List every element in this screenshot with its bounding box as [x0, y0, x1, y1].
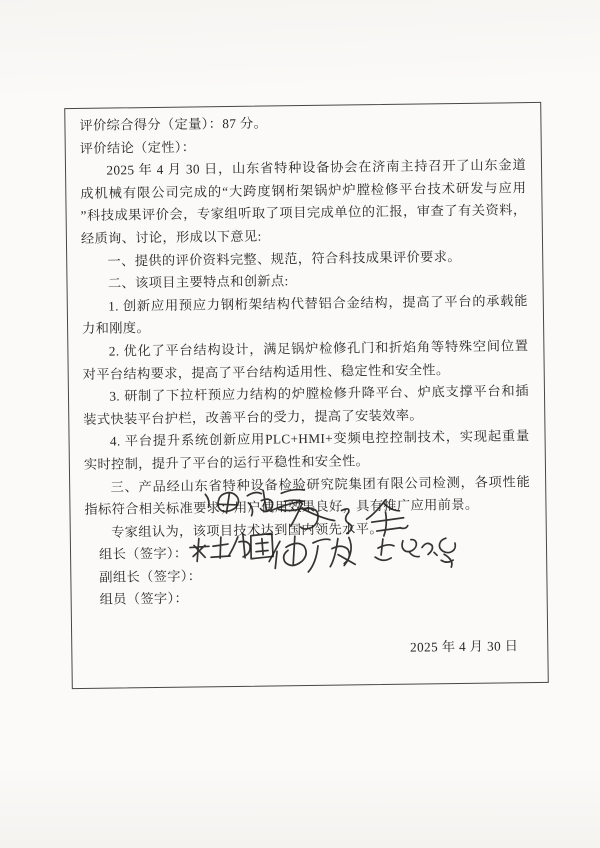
paragraph-innovation-3: 3. 研制了下拉杆预应力结构的炉膛检修升降平台、炉底支撑平台和插装式快装平台护栏，改善平台的受力，提高了安装效率。	[83, 383, 530, 427]
members-signature-label: 组员（签字）：	[99, 591, 189, 608]
paragraph-innovation-1: 1. 创新应用预应力钢桁架结构代替铝合金结构，提高了平台的承载能力和刚度。	[82, 292, 528, 337]
paragraph-intro: 2025 年 4 月 30 日，山东省特种设备协会在济南主持召开了山东金道成机械有限公司完成的“大跨度钢桁架锅炉炉膛检修平台技术研发与应用 ”科技成果评价会，专家组听取了项目完成单位的汇报，审查了有关资料，经质询、讨论，形成以下意见:	[80, 157, 527, 246]
signature-row-members	[86, 584, 532, 612]
score-line: 评价综合得分（定量）：87 分。	[79, 115, 268, 133]
paragraph-innovation-4: 4. 平台提升系统创新应用PLC+HMI+变频电控控制技术，实现起重量实时控制，提升了平台的运行平稳性和安全性。	[83, 428, 530, 472]
evaluation-date: 2025 年 4 月 30 日	[410, 638, 519, 655]
paragraph-point-3: 三、产品经山东省特种设备检验研究院集团有限公司检测，各项性能指标符合相关标准要求；用户使用效果良好，具有推广应用前景。	[84, 473, 531, 518]
evaluation-content	[65, 103, 547, 664]
leader-signature-label: 组长（签字）：	[98, 545, 188, 563]
evaluation-table-cell	[64, 102, 549, 689]
paragraph-point-1: 一、提供的评价资料完整、规范，符合科技成果评价要求。	[107, 248, 461, 269]
conclusion-heading: 评价结论（定性）：	[79, 139, 196, 156]
paragraph-verdict: 专家组认为，该项目技术达到国内领先水平。	[111, 520, 383, 540]
paragraph-point-2: 二、该项目主要特点和创新点:	[107, 273, 289, 291]
paragraph-innovation-2: 2. 优化了平台结构设计，满足锅炉检修孔门和折焰角等特殊空间位置对平台结构要求，提高了平台结构适用性、稳定性和安全性。	[82, 338, 529, 382]
deputy-leader-signature-label: 副组长（签字）：	[99, 568, 202, 585]
